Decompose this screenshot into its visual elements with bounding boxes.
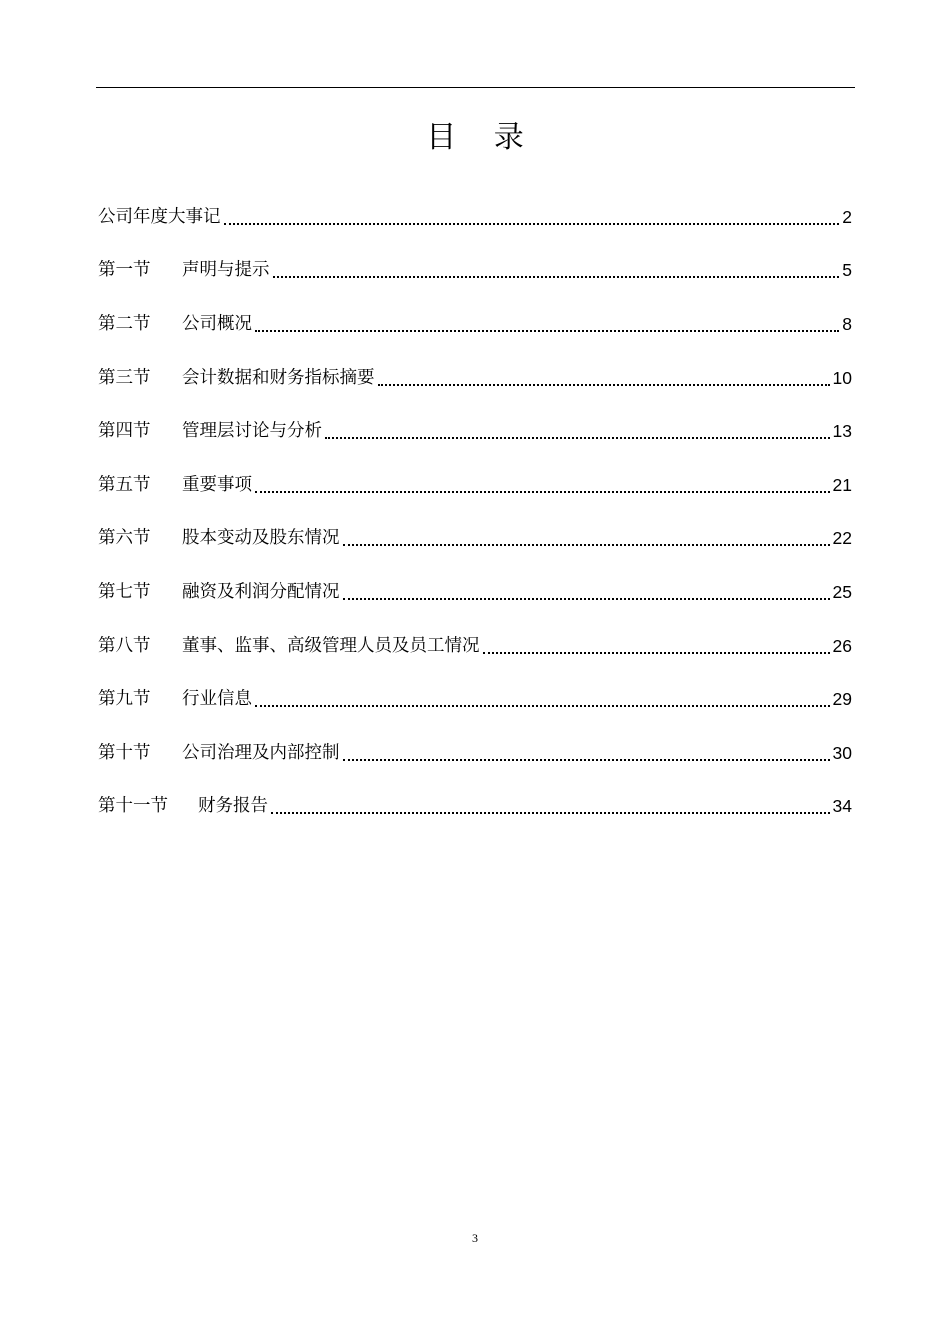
toc-dot-leader xyxy=(273,276,840,278)
table-of-contents xyxy=(98,190,852,833)
toc-entry-page: 13 xyxy=(832,421,852,442)
toc-entry-section-10[interactable] xyxy=(98,726,852,780)
toc-entry-section: 第七节 xyxy=(98,581,151,602)
toc-entry-name: 会计数据和财务指标摘要 xyxy=(182,367,375,388)
toc-entry-section: 第六节 xyxy=(98,528,151,549)
toc-dot-leader xyxy=(255,491,830,493)
toc-entry-section: 第十一节 xyxy=(98,796,168,817)
toc-dot-leader xyxy=(255,705,830,707)
toc-entry-section-1[interactable] xyxy=(98,244,852,298)
toc-entry-page: 2 xyxy=(842,206,852,227)
toc-dot-leader xyxy=(343,598,830,600)
toc-dot-leader xyxy=(483,652,830,654)
toc-entry-name: 融资及利润分配情况 xyxy=(182,581,340,602)
page-title: 目 录 xyxy=(426,120,538,155)
toc-entry-section-6[interactable] xyxy=(98,512,852,566)
toc-entry-page: 21 xyxy=(832,474,852,495)
toc-dot-leader xyxy=(271,812,830,814)
toc-entry-section: 第五节 xyxy=(98,474,151,495)
toc-entry-page: 8 xyxy=(842,313,852,334)
toc-entry-section-11[interactable] xyxy=(98,780,852,834)
page-number: 3 xyxy=(472,1231,478,1245)
toc-entry-name: 董事、监事、高级管理人员及员工情况 xyxy=(182,635,480,656)
toc-entry-section-9[interactable] xyxy=(98,672,852,726)
toc-entry-page: 34 xyxy=(832,796,852,817)
toc-entry-section: 第一节 xyxy=(98,260,151,281)
toc-dot-leader xyxy=(343,544,830,546)
toc-entry-page: 10 xyxy=(832,367,852,388)
toc-entry-section-2[interactable] xyxy=(98,297,852,351)
toc-entry-page: 30 xyxy=(832,742,852,763)
toc-entry-section: 第八节 xyxy=(98,635,151,656)
toc-entry-events[interactable] xyxy=(98,190,852,244)
toc-entry-name: 声明与提示 xyxy=(182,260,270,281)
toc-entry-section: 第九节 xyxy=(98,689,151,710)
toc-entry-page: 5 xyxy=(842,260,852,281)
toc-entry-name: 公司年度大事记 xyxy=(98,206,221,227)
toc-entry-section: 第十节 xyxy=(98,742,151,763)
toc-entry-section-8[interactable] xyxy=(98,619,852,673)
toc-entry-section-7[interactable] xyxy=(98,565,852,619)
toc-entry-section: 第三节 xyxy=(98,367,151,388)
toc-entry-name: 财务报告 xyxy=(198,796,268,817)
toc-dot-leader xyxy=(378,384,830,386)
toc-entry-page: 26 xyxy=(832,635,852,656)
toc-dot-leader xyxy=(255,330,839,332)
toc-entry-name: 重要事项 xyxy=(182,474,252,495)
toc-entry-name: 管理层讨论与分析 xyxy=(182,421,322,442)
toc-entry-name: 行业信息 xyxy=(182,689,252,710)
toc-entry-section-5[interactable] xyxy=(98,458,852,512)
toc-entry-section: 第四节 xyxy=(98,421,151,442)
toc-entry-name: 公司概况 xyxy=(182,313,252,334)
toc-entry-section-3[interactable] xyxy=(98,351,852,405)
toc-entry-section-4[interactable] xyxy=(98,404,852,458)
toc-dot-leader xyxy=(224,223,840,225)
toc-entry-name: 公司治理及内部控制 xyxy=(182,742,340,763)
toc-dot-leader xyxy=(325,437,830,439)
toc-entry-page: 25 xyxy=(832,581,852,602)
toc-entry-name: 股本变动及股东情况 xyxy=(182,528,340,549)
toc-entry-page: 29 xyxy=(832,689,852,710)
toc-dot-leader xyxy=(343,759,830,761)
toc-entry-section: 第二节 xyxy=(98,313,151,334)
header-rule xyxy=(96,87,855,88)
toc-entry-page: 22 xyxy=(832,528,852,549)
